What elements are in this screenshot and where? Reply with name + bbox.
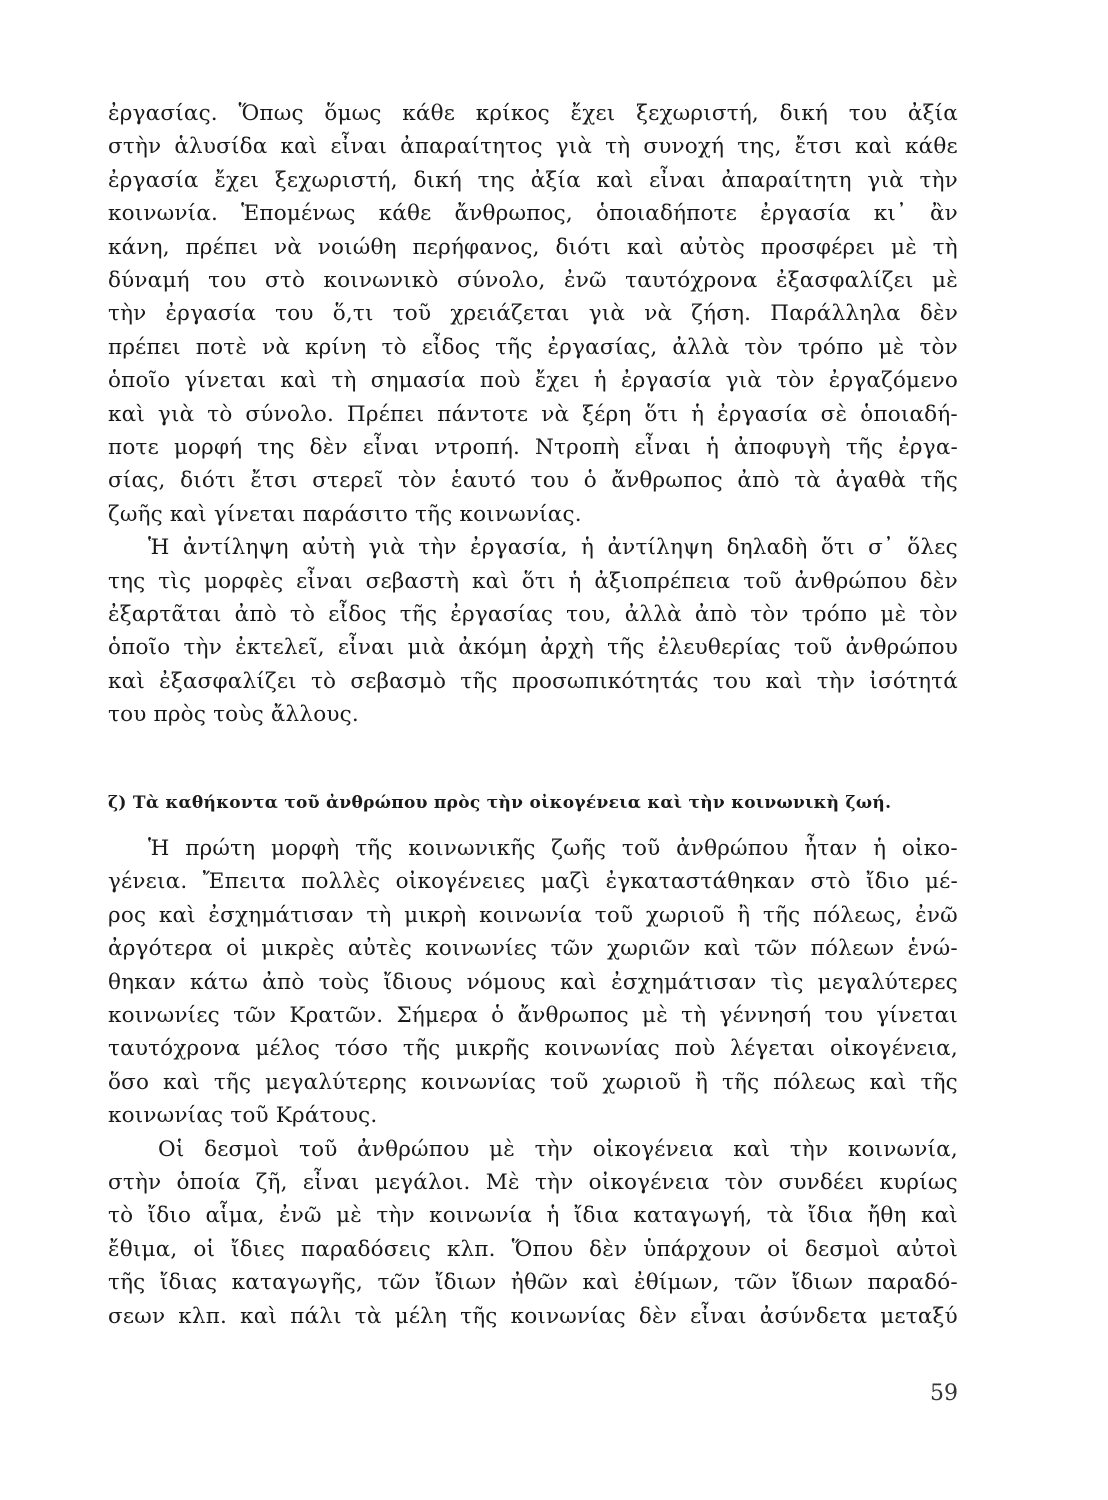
text-line: κοινωνίας τοῦ Κράτους. bbox=[108, 1103, 378, 1129]
text-line: ἀργότερα οἱ μικρὲς αὐτὲς κοινωνίες τῶν χωριῶν καὶ τῶν πόλεων ἑνώ- bbox=[108, 936, 958, 962]
text-line: γένεια. Ἔπειτα πολλὲς οἰκογένειες μαζὶ ἐγκαταστάθηκαν στὸ ἴδιο μέ- bbox=[108, 869, 958, 895]
text-line: Οἱ δεσμοὶ τοῦ ἀνθρώπου μὲ τὴν οἰκογένεια καὶ τὴν κοινωνία, bbox=[158, 1136, 958, 1162]
text-line: Ἡ πρώτη μορφὴ τῆς κοινωνικῆς ζωῆς τοῦ ἀνθρώπου ἦταν ἡ οἰκο- bbox=[148, 836, 958, 861]
text-line: κοινωνίες τῶν Κρατῶν. Σήμερα ὁ ἄνθρωπος μὲ τὴ γέννησή του γίνεται bbox=[108, 1003, 958, 1028]
text-line: σίας, διότι ἔτσι στερεῖ τὸν ἑαυτό του ὁ ἄνθρωπος ἀπὸ τὰ ἀγαθὰ τῆς bbox=[108, 468, 958, 494]
text-line: καὶ γιὰ τὸ σύνολο. Πρέπει πάντοτε νὰ ξέρη ὅτι ἡ ἐργασία σὲ ὁποιαδή- bbox=[108, 401, 958, 427]
text-line: ἔθιμα, οἱ ἴδιες παραδόσεις κλπ. Ὅπου δὲν ὑπάρχουν οἱ δεσμοὶ αὐτοὶ bbox=[108, 1236, 958, 1262]
page-number: 59 bbox=[930, 1381, 958, 1406]
text-line: σεων κλπ. καὶ πάλι τὰ μέλη τῆς κοινωνίας δὲν εἶναι ἀσύνδετα μεταξύ bbox=[108, 1303, 958, 1329]
text-line: κάνη, πρέπει νὰ νοιώθη περήφανος, διότι καὶ αὐτὸς προσφέρει μὲ τὴ bbox=[108, 234, 958, 260]
text-line: ὅσο καὶ τῆς μεγαλύτερης κοινωνίας τοῦ χωριοῦ ἢ τῆς πόλεως καὶ τῆς bbox=[108, 1069, 958, 1095]
text-line: τὴν ἐργασία του ὅ,τι τοῦ χρειάζεται γιὰ νὰ ζήση. Παράλληλα δὲν bbox=[108, 301, 958, 327]
section-heading: ζ) Τὰ καθήκοντα τοῦ ἀνθρώπου πρὸς τὴν οἰκογένεια καὶ τὴν κοινωνικὴ ζωή. bbox=[108, 793, 892, 813]
text-line: ὁποῖο τὴν ἐκτελεῖ, εἶναι μιὰ ἀκόμη ἀρχὴ τῆς ἐλευθερίας τοῦ ἀνθρώπου bbox=[108, 635, 958, 661]
text-line: Ἡ ἀντίληψη αὐτὴ γιὰ τὴν ἐργασία, ἡ ἀντίληψη δηλαδὴ ὅτι σ᾽ ὅλες bbox=[148, 535, 958, 561]
text-line: της τὶς μορφὲς εἶναι σεβαστὴ καὶ ὅτι ἡ ἀξιοπρέπεια τοῦ ἀνθρώπου δὲν bbox=[108, 568, 958, 594]
text-line: δύναμή του στὸ κοινωνικὸ σύνολο, ἐνῶ ταυτόχρονα ἐξασφαλίζει μὲ bbox=[108, 268, 958, 293]
text-line: ἐργασία ἔχει ξεχωριστή, δική της ἀξία καὶ εἶναι ἀπαραίτητη γιὰ τὴν bbox=[108, 167, 958, 193]
text-line: ζωῆς καὶ γίνεται παράσιτο τῆς κοινωνίας. bbox=[108, 501, 582, 527]
text-line: τῆς ἴδιας καταγωγῆς, τῶν ἴδιων ἠθῶν καὶ ἐθίμων, τῶν ἴδιων παραδό- bbox=[108, 1270, 958, 1296]
text-line: πρέπει ποτὲ νὰ κρίνη τὸ εἶδος τῆς ἐργασίας, ἀλλὰ τὸν τρόπο μὲ τὸν bbox=[108, 334, 958, 360]
text-line: κοινωνία. Ἑπομένως κάθε ἄνθρωπος, ὁποιαδήποτε ἐργασία κι᾽ ἂν bbox=[108, 201, 958, 227]
text-line: ἐξαρτᾶται ἀπὸ τὸ εἶδος τῆς ἐργασίας του, ἀλλὰ ἀπὸ τὸν τρόπο μὲ τὸν bbox=[108, 602, 958, 627]
text-line: τὸ ἴδιο αἷμα, ἐνῶ μὲ τὴν κοινωνία ἡ ἴδια καταγωγή, τὰ ἴδια ἤθη καὶ bbox=[108, 1203, 958, 1229]
text-line: ρος καὶ ἐσχημάτισαν τὴ μικρὴ κοινωνία τοῦ χωριοῦ ἢ τῆς πόλεως, ἐνῶ bbox=[108, 902, 958, 928]
text-line: καὶ ἐξασφαλίζει τὸ σεβασμὸ τῆς προσωπικότητάς του καὶ τὴν ἰσότητά bbox=[108, 668, 958, 694]
text-line: του πρὸς τοὺς ἄλλους. bbox=[108, 702, 359, 728]
text-line: στὴν ὁποία ζῆ, εἶναι μεγάλοι. Μὲ τὴν οἰκογένεια τὸν συνδέει κυρίως bbox=[108, 1170, 958, 1195]
text-line: στὴν ἁλυσίδα καὶ εἶναι ἀπαραίτητος γιὰ τὴ συνοχή της, ἔτσι καὶ κάθε bbox=[108, 134, 958, 160]
text-line: ταυτόχρονα μέλος τόσο τῆς μικρῆς κοινωνίας ποὺ λέγεται οἰκογένεια, bbox=[108, 1036, 958, 1062]
text-line: ἐργασίας. Ὅπως ὅμως κάθε κρίκος ἔχει ξεχωριστή, δική του ἀξία bbox=[108, 101, 958, 126]
text-line: ὁποῖο γίνεται καὶ τὴ σημασία ποὺ ἔχει ἡ ἐργασία γιὰ τὸν ἐργαζόμενο bbox=[108, 368, 958, 394]
text-line: θηκαν κάτω ἀπὸ τοὺς ἴδιους νόμους καὶ ἐσχημάτισαν τὶς μεγαλύτερες bbox=[108, 969, 958, 995]
text-line: ποτε μορφή της δὲν εἶναι ντροπή. Ντροπὴ εἶναι ἡ ἀποφυγὴ τῆς ἐργα- bbox=[108, 435, 958, 460]
